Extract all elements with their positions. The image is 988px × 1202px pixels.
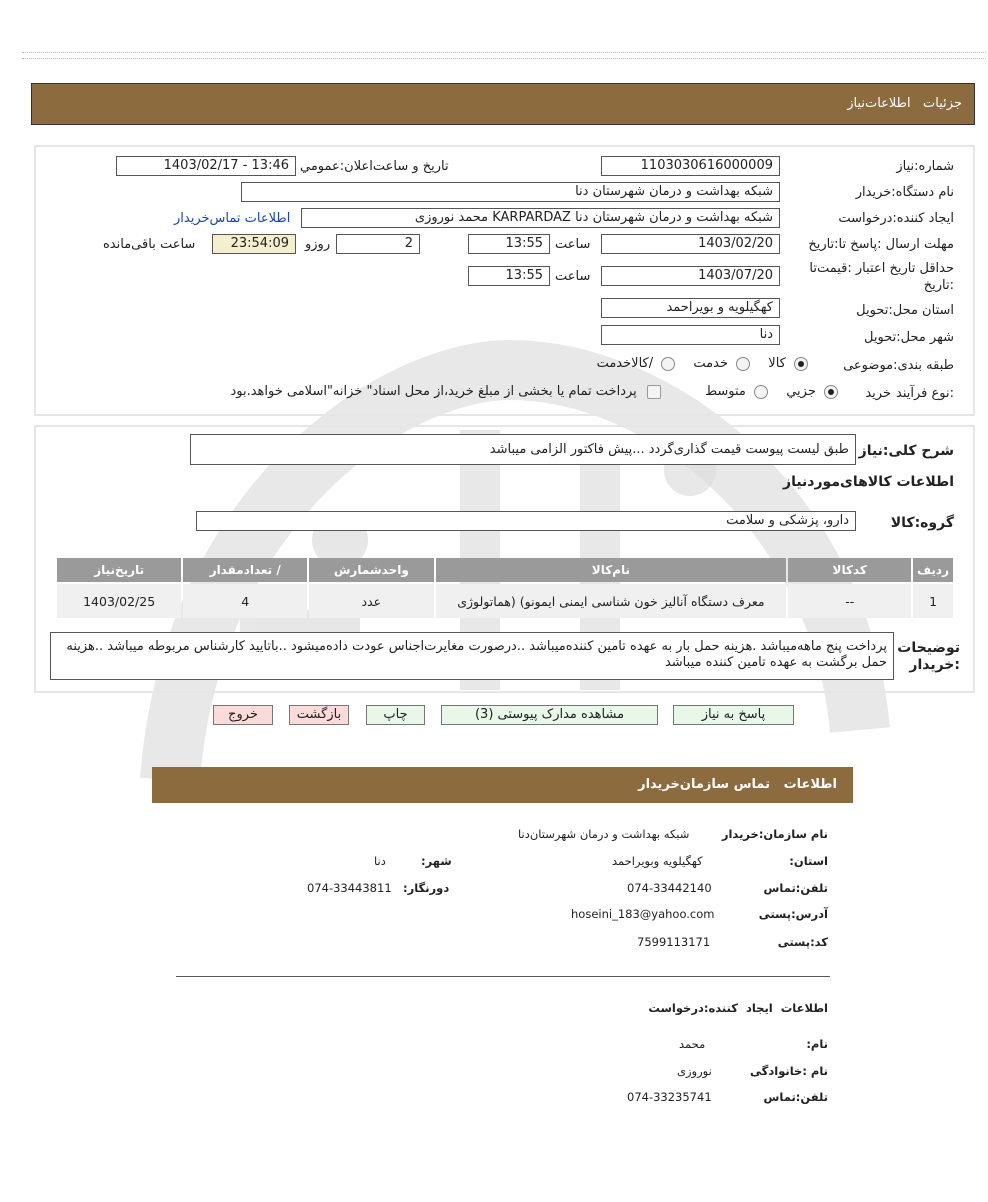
email-label: آدرس:پستی	[758, 907, 828, 921]
send-deadline-time: 13:55	[468, 234, 550, 254]
goods-heading: اطلاعات کالاهای‌موردنیاز	[783, 474, 954, 490]
city-contact-value: دنا	[374, 854, 386, 868]
city-contact-label: :شهر	[421, 854, 452, 868]
category-goods-label: کالا	[768, 356, 786, 371]
province-contact-value: کهگیلویه وبویراحمد	[612, 854, 703, 868]
fax-value: 074-33443811	[307, 881, 392, 895]
exit-button[interactable]: خروج	[213, 705, 273, 725]
need-number-field: 1103030616000009	[601, 156, 780, 176]
process-small-label: جزیي	[786, 384, 816, 399]
name-label: :نام	[806, 1037, 828, 1051]
creator-phone-value: 074-33235741	[627, 1090, 712, 1104]
creator-field: شبکه بهداشت و درمان شهرستان دنا KARPARDAZ محمد نوروزی	[301, 208, 780, 228]
contact-title: اطلاعات تماس سازمان‌خریدار	[638, 777, 837, 792]
family-label: نام :خانوادگی	[750, 1064, 828, 1078]
category-label: طبقه بندی:موضوعی	[843, 358, 954, 373]
category-service-radio[interactable]	[736, 357, 750, 371]
province-contact-label: :استان	[789, 854, 828, 868]
col-name: نام‌کالا	[436, 558, 787, 582]
remaining-label: ساعت باقی‌مانده	[103, 237, 196, 252]
process-medium-label: متوسط	[705, 384, 746, 399]
description-label: شرح کلی:نیاز	[858, 443, 954, 459]
validity-time-label: ساعت	[555, 269, 591, 284]
contact-header	[152, 767, 853, 803]
days-label: روزو	[305, 237, 331, 252]
page-title: جزئیات اطلاعات‌نیاز	[847, 96, 962, 111]
send-deadline-date: 1403/02/20	[601, 234, 780, 254]
cell-unit: عدد	[309, 584, 433, 618]
announce-field: 1403/02/17 - 13:46	[116, 156, 296, 176]
treasury-payment-checkbox[interactable]	[647, 385, 661, 399]
phone-value: 074-33442140	[627, 881, 712, 895]
cell-name: معرف دستگاه آنالیز خون شناسی ایمنی ایمونو) (هماتولوژی	[436, 584, 787, 618]
creator-phone-label: تلفن:تماس	[763, 1090, 828, 1104]
phone-label: تلفن:تماس	[763, 881, 828, 895]
process-small-radio[interactable]	[824, 385, 838, 399]
province-label: استان محل:تحویل	[856, 303, 954, 318]
cell-code: --	[788, 584, 911, 618]
process-label: نوع فرآیند:	[896, 386, 954, 401]
goods-table-header	[57, 558, 953, 582]
fax-label: :دورنگار	[403, 881, 450, 895]
province-field: کهگیلویه و بویراحمد	[601, 298, 780, 318]
postal-value: 7599113171	[637, 935, 711, 949]
col-qty: / تعدادمقدار	[183, 558, 307, 582]
buyer-notes-field: پرداخت پنج ماهه‌میباشد .هزینه حمل بار به عهده تامین کننده‌میباشد ..درصورت مغایرت‌اجناس عودت داده‌میشود ..باتایید کارشناس مربوطه میباشد ..هزینه حمل برگشت به عهده تامین کننده میباشد	[50, 632, 894, 680]
goods-group-label: گروه:کالا	[890, 515, 954, 531]
col-unit: واحدشمارش	[309, 558, 433, 582]
col-date: تاریخ‌نیاز	[57, 558, 181, 582]
need-number-label: شماره:نیاز	[896, 159, 954, 174]
days-field: 2	[336, 234, 420, 254]
org-value: شبکه بهداشت و درمان شهرستان‌دنا	[518, 827, 690, 841]
col-row: ردیف	[913, 558, 953, 582]
view-attachments-button[interactable]: مشاهده مدارک پیوستی (3)	[441, 705, 658, 725]
category-both-radio[interactable]	[661, 357, 675, 371]
creator-label: ایجاد کننده:درخواست	[838, 211, 954, 226]
creator-heading: اطلاعات ایجاد کننده:درخواست	[648, 1001, 828, 1015]
category-both-label: /کالاخدمت	[596, 356, 654, 371]
category-goods-radio[interactable]	[794, 357, 808, 371]
cell-row: 1	[913, 584, 953, 618]
goods-table	[55, 556, 955, 620]
cell-date: 1403/02/25	[57, 584, 181, 618]
contact-info-link[interactable]: اطلاعات تماس‌خریدار	[174, 211, 291, 226]
page-header	[31, 83, 975, 125]
city-field: دنا	[601, 325, 780, 345]
reply-button[interactable]: پاسخ به نیاز	[673, 705, 794, 725]
validity-label: حداقل تاریخ اعتبار :قیمت‌تا :تاریخ	[809, 261, 954, 293]
name-value: محمد	[679, 1037, 706, 1051]
print-button[interactable]: چاپ	[366, 705, 425, 725]
buyer-org-label: نام دستگاه:خریدار	[855, 185, 954, 200]
family-value: نوروزی	[677, 1064, 712, 1078]
table-row	[57, 584, 953, 618]
postal-label: کد:پستی	[777, 935, 828, 949]
org-label: نام سازمان:خریدار	[721, 827, 828, 841]
remaining-time: 23:54:09	[212, 234, 296, 254]
top-divider	[22, 52, 986, 59]
buyer-org-field: شبکه بهداشت و درمان شهرستان دنا	[241, 182, 780, 202]
back-button[interactable]: بازگشت	[289, 705, 349, 725]
process-radio-group	[224, 384, 838, 399]
col-code: کدکالا	[788, 558, 911, 582]
send-deadline-label: مهلت ارسال :پاسخ تا:تاریخ	[808, 237, 954, 252]
process-medium-radio[interactable]	[754, 385, 768, 399]
treasury-payment-note: پرداخت تمام یا بخشی از مبلغ خرید،از محل اسناد" خزانه"اسلامی خواهد.بود	[230, 384, 637, 399]
goods-group-field: دارو، پزشکی و سلامت	[196, 511, 856, 531]
validity-time: 13:55	[468, 266, 550, 286]
process-buy-label: خرید	[865, 386, 891, 401]
announce-label: تاریخ و ساعت‌اعلان:عمومي	[300, 159, 449, 174]
category-radio-group	[593, 356, 808, 371]
category-service-label: خدمت	[693, 356, 728, 371]
buyer-notes-label: توضیحات :خریدار	[897, 640, 960, 673]
send-time-label: ساعت	[555, 237, 591, 252]
validity-date: 1403/07/20	[601, 266, 780, 286]
email-value: hoseini_183@yahoo.com	[571, 907, 715, 921]
city-label: شهر محل:تحویل	[864, 330, 954, 345]
cell-qty: 4	[183, 584, 307, 618]
contact-divider	[176, 976, 830, 977]
description-field: طبق لیست پیوست قیمت گذاری‌گردد ...پیش فاکتور الزامی میباشد	[190, 434, 856, 465]
